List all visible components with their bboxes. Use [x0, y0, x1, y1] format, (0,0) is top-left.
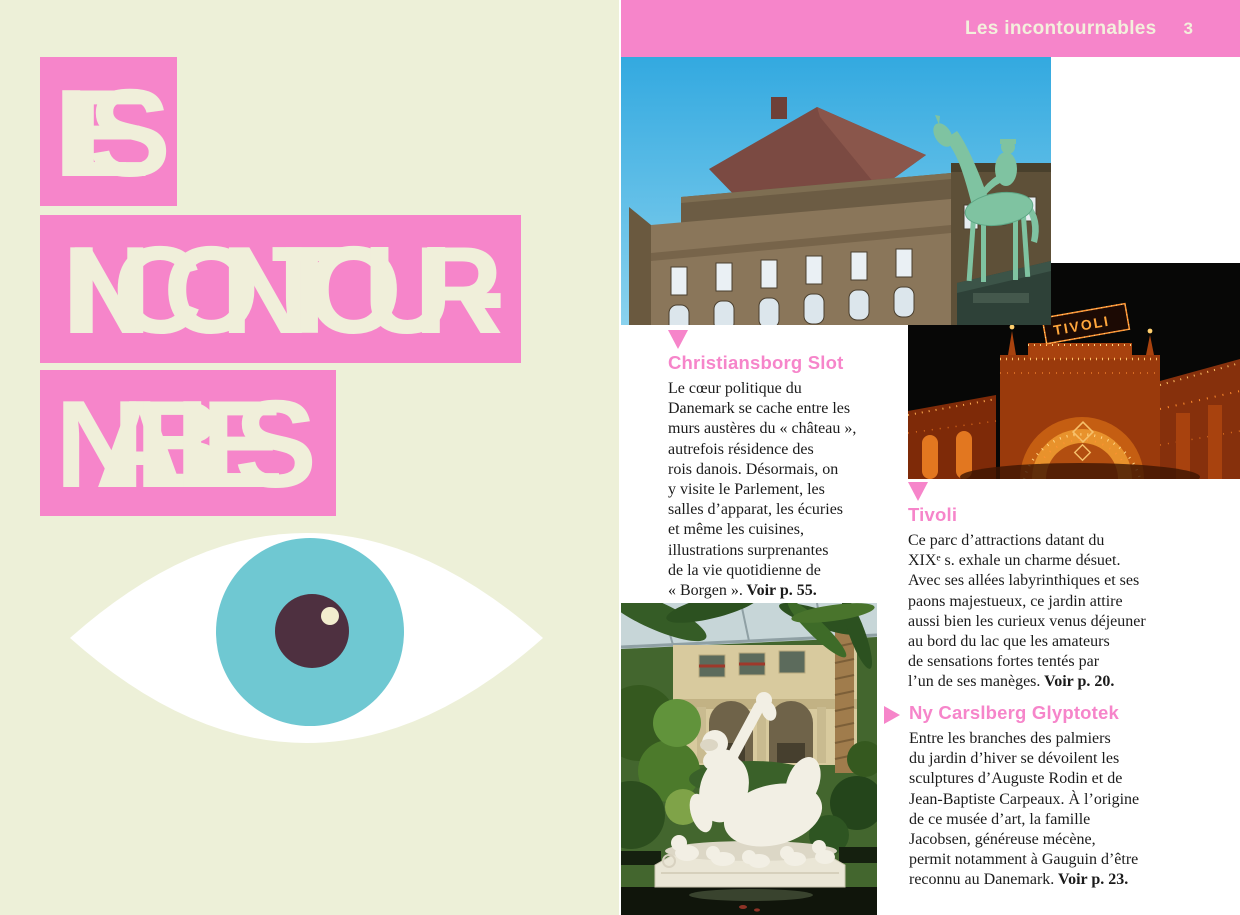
right-triangle-icon	[884, 706, 900, 724]
photo-christiansborg-slot	[621, 57, 1051, 325]
section-body-christiansborg: Le cœur politique du Danemark se cache entre les murs austères du « château », autrefois résidence des rois danois. Désormais, on y visite le Parlement, les salles d’apparat, les écuries et même les cuisines, illustrations surprenantes de la vie quotidienne de « Borgen ». Voir p. 55.	[668, 380, 857, 600]
tivoli-sign-text: TIVOLI	[1052, 312, 1112, 339]
down-triangle-icon	[668, 330, 688, 349]
section-glyptotek	[884, 700, 1214, 891]
big-title-line-2: INCONTOUR-	[62, 222, 506, 360]
section-christiansborg	[668, 330, 918, 601]
down-triangle-icon	[908, 482, 928, 501]
photo-ny-carlsberg-glyptotek	[621, 603, 877, 915]
header-title: Les incontournables	[965, 17, 1157, 39]
section-heading-christiansborg: Christiansborg Slot	[668, 352, 844, 373]
title-block-nables	[40, 370, 336, 516]
page-header	[621, 0, 1240, 57]
section-heading-glyptotek: Ny Carslberg Glyptotek	[909, 702, 1120, 723]
eye-pupil	[275, 594, 349, 668]
title-block-incontour	[40, 215, 521, 363]
title-line-3-svg	[40, 370, 336, 516]
see-page-reference: Voir p. 23.	[1054, 871, 1129, 889]
eye-highlight	[321, 607, 339, 625]
title-block-les	[40, 57, 177, 206]
section-heading-tivoli: Tivoli	[908, 504, 958, 525]
page-number: 3	[1183, 18, 1193, 38]
glyptotek-heading-row	[884, 700, 1214, 729]
big-title-line-1: LES	[54, 65, 171, 203]
section-body-tivoli: Ce parc d’attractions datant du XIXᵉ s. exhale un charme désuet. Avec ses allées labyrinthiques et ses paons majestueux, ce jardin attire aussi bien les curieux venus déjeuner au bord du lac que les amateurs de sensations fortes tentés par l’un de ses manèges. Voir p. 20.	[908, 532, 1146, 691]
title-line-1-svg	[40, 57, 177, 206]
see-page-reference: Voir p. 55.	[742, 582, 817, 600]
big-title-line-3: NABLES	[55, 376, 317, 514]
section-tivoli	[908, 482, 1213, 693]
section-body-glyptotek: Entre les branches des palmiers du jardin d’hiver se dévoilent les sculptures d’Auguste Rodin et de Jean-Baptiste Carpeaux. À l’origine de ce musée d’art, la famille Jacobsen, généreuse mécène, permit notamment à Gauguin d’être reconnu au Danemark. Voir p. 23.	[909, 730, 1140, 889]
left-panel	[0, 0, 619, 915]
title-line-2-svg	[40, 215, 521, 363]
see-page-reference: Voir p. 20.	[1040, 673, 1115, 691]
eye-illustration	[60, 520, 560, 755]
